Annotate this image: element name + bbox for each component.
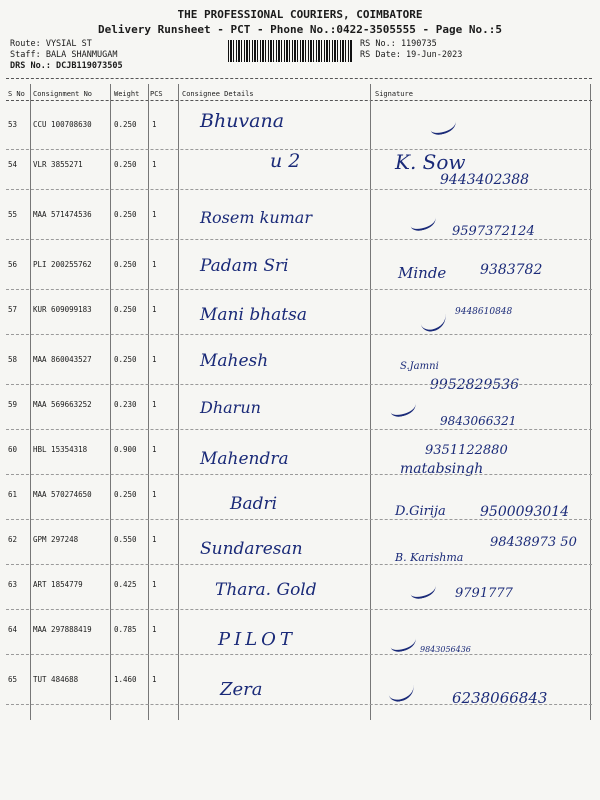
col-sno: S No bbox=[8, 90, 25, 98]
consignee-name: Thara. Gold bbox=[215, 580, 317, 600]
row-sno: 60 bbox=[8, 445, 18, 454]
phone-number: 98438973 50 bbox=[490, 535, 577, 550]
row-sno: 56 bbox=[8, 260, 18, 269]
row-weight: 0.250 bbox=[114, 305, 137, 314]
signature: K. Sow bbox=[395, 150, 466, 174]
table-row bbox=[0, 110, 600, 150]
table-row bbox=[0, 345, 600, 393]
row-divider bbox=[6, 289, 592, 290]
col-consignment: Consignment No bbox=[33, 90, 93, 98]
table-row bbox=[0, 615, 600, 655]
row-consignment: MAA 570274650 bbox=[33, 490, 92, 499]
row-sno: 53 bbox=[8, 120, 18, 129]
row-pcs: 1 bbox=[152, 580, 157, 589]
row-sno: 54 bbox=[8, 160, 18, 169]
row-weight: 0.250 bbox=[114, 160, 137, 169]
table-row bbox=[0, 250, 600, 290]
phone-number: 9791777 bbox=[455, 586, 513, 601]
row-weight: 0.250 bbox=[114, 260, 137, 269]
row-sno: 58 bbox=[8, 355, 18, 364]
row-consignment: CCU 100708630 bbox=[33, 120, 92, 129]
signature-mark bbox=[429, 115, 458, 136]
row-divider bbox=[6, 334, 592, 335]
staff-label: Staff: BALA SHANMUGAM bbox=[10, 50, 118, 60]
consignee-name: Bhuvana bbox=[200, 110, 285, 132]
signature-mark bbox=[409, 211, 438, 232]
phone-number: 9843056436 bbox=[420, 645, 471, 654]
col-consignee: Consignee Details bbox=[182, 90, 254, 98]
col-signature: Signature bbox=[375, 90, 413, 98]
row-sno: 57 bbox=[8, 305, 18, 314]
row-weight: 0.250 bbox=[114, 120, 137, 129]
signature: D.Girija bbox=[395, 504, 446, 519]
row-consignment: ART 1854779 bbox=[33, 580, 83, 589]
row-pcs: 1 bbox=[152, 675, 157, 684]
consignee-name: Zera bbox=[220, 679, 263, 700]
row-pcs: 1 bbox=[152, 210, 157, 219]
signature: matabsingh bbox=[400, 461, 484, 477]
consignee-name: Mani bhatsa bbox=[200, 305, 307, 325]
table-row bbox=[0, 480, 600, 520]
row-sno: 62 bbox=[8, 535, 18, 544]
row-consignment: MAA 569663252 bbox=[33, 400, 92, 409]
row-weight: 0.425 bbox=[114, 580, 137, 589]
row-divider bbox=[6, 429, 592, 430]
row-weight: 0.250 bbox=[114, 210, 137, 219]
row-divider bbox=[6, 474, 592, 475]
consignee-name: Mahendra bbox=[200, 449, 289, 469]
consignee-name: Sundaresan bbox=[200, 539, 303, 559]
phone-number: 9383782 bbox=[480, 262, 543, 278]
barcode bbox=[228, 40, 352, 62]
table-row bbox=[0, 525, 600, 565]
signature-mark bbox=[389, 632, 418, 653]
row-pcs: 1 bbox=[152, 445, 157, 454]
company-title: THE PROFESSIONAL COURIERS, COIMBATORE bbox=[177, 8, 423, 21]
row-pcs: 1 bbox=[152, 305, 157, 314]
rs-number: RS No.: 1190735 bbox=[360, 39, 437, 49]
signature: Minde bbox=[398, 264, 447, 282]
row-sno: 64 bbox=[8, 625, 18, 634]
row-divider bbox=[6, 654, 592, 655]
table-row bbox=[0, 435, 600, 475]
row-pcs: 1 bbox=[152, 355, 157, 364]
row-consignment: TUT 484688 bbox=[33, 675, 79, 684]
phone-number: 9443402388 bbox=[440, 172, 530, 188]
row-divider bbox=[6, 564, 592, 565]
row-consignment: MAA 860043527 bbox=[33, 355, 92, 364]
row-divider bbox=[6, 384, 592, 385]
row-weight: 0.250 bbox=[114, 490, 137, 499]
phone-number: 9351122880 bbox=[425, 443, 508, 458]
drs-number: DRS No.: DCJB119073505 bbox=[10, 61, 123, 71]
row-pcs: 1 bbox=[152, 160, 157, 169]
signature: B. Karishma bbox=[395, 551, 464, 564]
signature-mark bbox=[386, 677, 416, 704]
row-sno: 59 bbox=[8, 400, 18, 409]
table-row bbox=[0, 665, 600, 705]
signature-mark bbox=[418, 305, 448, 334]
row-pcs: 1 bbox=[152, 260, 157, 269]
row-sno: 65 bbox=[8, 675, 18, 684]
runsheet-subtitle: Delivery Runsheet - PCT - Phone No.:0422-3505555 - Page No.:5 bbox=[98, 23, 502, 36]
row-weight: 0.785 bbox=[114, 625, 137, 634]
row-pcs: 1 bbox=[152, 625, 157, 634]
phone-number: 9597372124 bbox=[452, 224, 535, 239]
consignee-name: Rosem kumar bbox=[200, 208, 312, 227]
signature-mark bbox=[389, 397, 418, 418]
row-sno: 61 bbox=[8, 490, 18, 499]
row-divider bbox=[6, 609, 592, 610]
consignee-name: Mahesh bbox=[200, 351, 269, 371]
row-divider bbox=[6, 239, 592, 240]
table-row bbox=[0, 295, 600, 335]
row-consignment: MAA 571474536 bbox=[33, 210, 92, 219]
consignee-name: Badri bbox=[230, 494, 278, 514]
row-weight: 0.550 bbox=[114, 535, 137, 544]
col-pcs: PCS bbox=[150, 90, 163, 98]
consignee-name: PILOT bbox=[218, 629, 296, 650]
phone-number: 9500093014 bbox=[480, 504, 570, 520]
row-consignment: GPM 297248 bbox=[33, 535, 79, 544]
row-divider bbox=[6, 189, 592, 190]
signature-mark bbox=[409, 579, 438, 600]
table-row bbox=[0, 390, 600, 430]
header-divider bbox=[6, 78, 592, 79]
rs-date: RS Date: 19-Jun-2023 bbox=[360, 50, 463, 60]
row-weight: 0.900 bbox=[114, 445, 137, 454]
row-consignment: PLI 200255762 bbox=[33, 260, 92, 269]
route-label: Route: VYSIAL ST bbox=[10, 39, 92, 49]
row-pcs: 1 bbox=[152, 120, 157, 129]
phone-number: 9843066321 bbox=[440, 414, 517, 428]
phone-number: 9448610848 bbox=[455, 307, 513, 317]
row-sno: 55 bbox=[8, 210, 18, 219]
row-divider bbox=[6, 519, 592, 520]
row-consignment: KUR 609099183 bbox=[33, 305, 92, 314]
row-consignment: MAA 297888419 bbox=[33, 625, 92, 634]
phone-number: 6238066843 bbox=[452, 689, 548, 707]
row-pcs: 1 bbox=[152, 490, 157, 499]
row-sno: 63 bbox=[8, 580, 18, 589]
row-consignment: HBL 15354318 bbox=[33, 445, 88, 454]
row-pcs: 1 bbox=[152, 400, 157, 409]
table-row bbox=[0, 150, 600, 190]
signature: S.Jamni bbox=[400, 361, 439, 372]
consignee-name: Padam Sri bbox=[200, 256, 289, 276]
row-weight: 0.230 bbox=[114, 400, 137, 409]
column-divider bbox=[6, 100, 592, 101]
phone-number: 9952829536 bbox=[430, 377, 520, 393]
row-consignment: VLR 3855271 bbox=[33, 160, 83, 169]
row-weight: 1.460 bbox=[114, 675, 137, 684]
table-row bbox=[0, 570, 600, 610]
col-weight: Weight bbox=[114, 90, 140, 98]
table-row bbox=[0, 200, 600, 240]
consignee-name: u 2 bbox=[270, 150, 301, 172]
row-pcs: 1 bbox=[152, 535, 157, 544]
row-weight: 0.250 bbox=[114, 355, 137, 364]
consignee-name: Dharun bbox=[200, 398, 261, 417]
row-divider bbox=[6, 704, 592, 705]
